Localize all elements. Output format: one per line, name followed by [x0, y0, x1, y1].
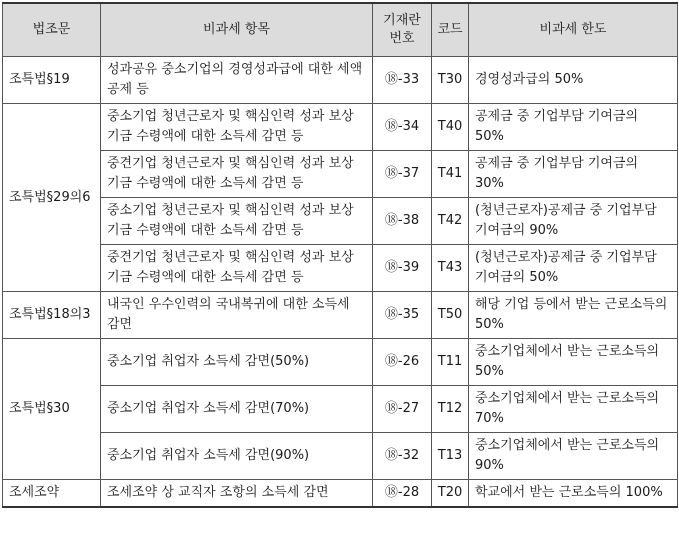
law-cell: 조특법§19	[3, 57, 101, 104]
num-cell: ⑱-37	[373, 151, 432, 198]
law-cell: 조세조약	[3, 480, 101, 508]
code-cell: T42	[432, 198, 469, 245]
item-cell: 중견기업 청년근로자 및 핵심인력 성과 보상기금 수령액에 대한 소득세 감면 등	[101, 151, 373, 198]
table-row	[3, 386, 678, 433]
item-cell: 중소기업 청년근로자 및 핵심인력 성과 보상기금 수령액에 대한 소득세 감면 등	[101, 198, 373, 245]
header-item: 비과세 항목	[101, 3, 373, 57]
limit-cell: 중소기업체에서 받는 근로소득의 50%	[469, 339, 678, 386]
code-cell: T12	[432, 386, 469, 433]
table-row	[3, 339, 678, 386]
table-header-row	[3, 3, 678, 57]
limit-cell: 중소기업체에서 받는 근로소득의 70%	[469, 386, 678, 433]
item-cell: 내국인 우수인력의 국내복귀에 대한 소득세 감면	[101, 292, 373, 339]
item-cell: 중소기업 청년근로자 및 핵심인력 성과 보상기금 수령액에 대한 소득세 감면 등	[101, 104, 373, 151]
table-row	[3, 245, 678, 292]
item-cell: 중소기업 취업자 소득세 감면(90%)	[101, 433, 373, 480]
header-num-line2: 번호	[389, 31, 415, 46]
item-cell: 중소기업 취업자 소득세 감면(70%)	[101, 386, 373, 433]
table-row	[3, 104, 678, 151]
item-cell: 중견기업 청년근로자 및 핵심인력 성과 보상기금 수령액에 대한 소득세 감면 등	[101, 245, 373, 292]
num-cell: ⑱-38	[373, 198, 432, 245]
num-cell: ⑱-39	[373, 245, 432, 292]
header-num-line1: 기재란	[383, 13, 421, 28]
table-row	[3, 151, 678, 198]
header-law: 법조문	[3, 3, 101, 57]
limit-cell: 경영성과급의 50%	[469, 57, 678, 104]
num-cell: ⑱-32	[373, 433, 432, 480]
code-cell: T50	[432, 292, 469, 339]
code-cell: T30	[432, 57, 469, 104]
table-row	[3, 292, 678, 339]
code-cell: T41	[432, 151, 469, 198]
table-row	[3, 57, 678, 104]
limit-cell: 공제금 중 기업부담 기여금의 50%	[469, 104, 678, 151]
header-limit: 비과세 한도	[469, 3, 678, 57]
law-cell: 조특법§18의3	[3, 292, 101, 339]
tax-exemption-table	[2, 2, 678, 508]
code-cell: T20	[432, 480, 469, 508]
num-cell: ⑱-28	[373, 480, 432, 508]
limit-cell: (청년근로자)공제금 중 기업부담 기여금의 90%	[469, 198, 678, 245]
code-cell: T43	[432, 245, 469, 292]
num-cell: ⑱-35	[373, 292, 432, 339]
item-cell: 중소기업 취업자 소득세 감면(50%)	[101, 339, 373, 386]
limit-cell: 해당 기업 등에서 받는 근로소득의 50%	[469, 292, 678, 339]
code-cell: T40	[432, 104, 469, 151]
num-cell: ⑱-27	[373, 386, 432, 433]
table-row	[3, 433, 678, 480]
limit-cell: (청년근로자)공제금 중 기업부담 기여금의 50%	[469, 245, 678, 292]
code-cell: T11	[432, 339, 469, 386]
item-cell: 조세조약 상 교직자 조항의 소득세 감면	[101, 480, 373, 508]
code-cell: T13	[432, 433, 469, 480]
law-cell: 조특법§30	[3, 339, 101, 480]
law-cell: 조특법§29의6	[3, 104, 101, 292]
limit-cell: 공제금 중 기업부담 기여금의 30%	[469, 151, 678, 198]
table-row	[3, 480, 678, 508]
item-cell: 성과공유 중소기업의 경영성과급에 대한 세액공제 등	[101, 57, 373, 104]
num-cell: ⑱-33	[373, 57, 432, 104]
num-cell: ⑱-34	[373, 104, 432, 151]
num-cell: ⑱-26	[373, 339, 432, 386]
limit-cell: 중소기업체에서 받는 근로소득의 90%	[469, 433, 678, 480]
table-row	[3, 198, 678, 245]
limit-cell: 학교에서 받는 근로소득의 100%	[469, 480, 678, 508]
header-num	[373, 3, 432, 57]
header-code: 코드	[432, 3, 469, 57]
